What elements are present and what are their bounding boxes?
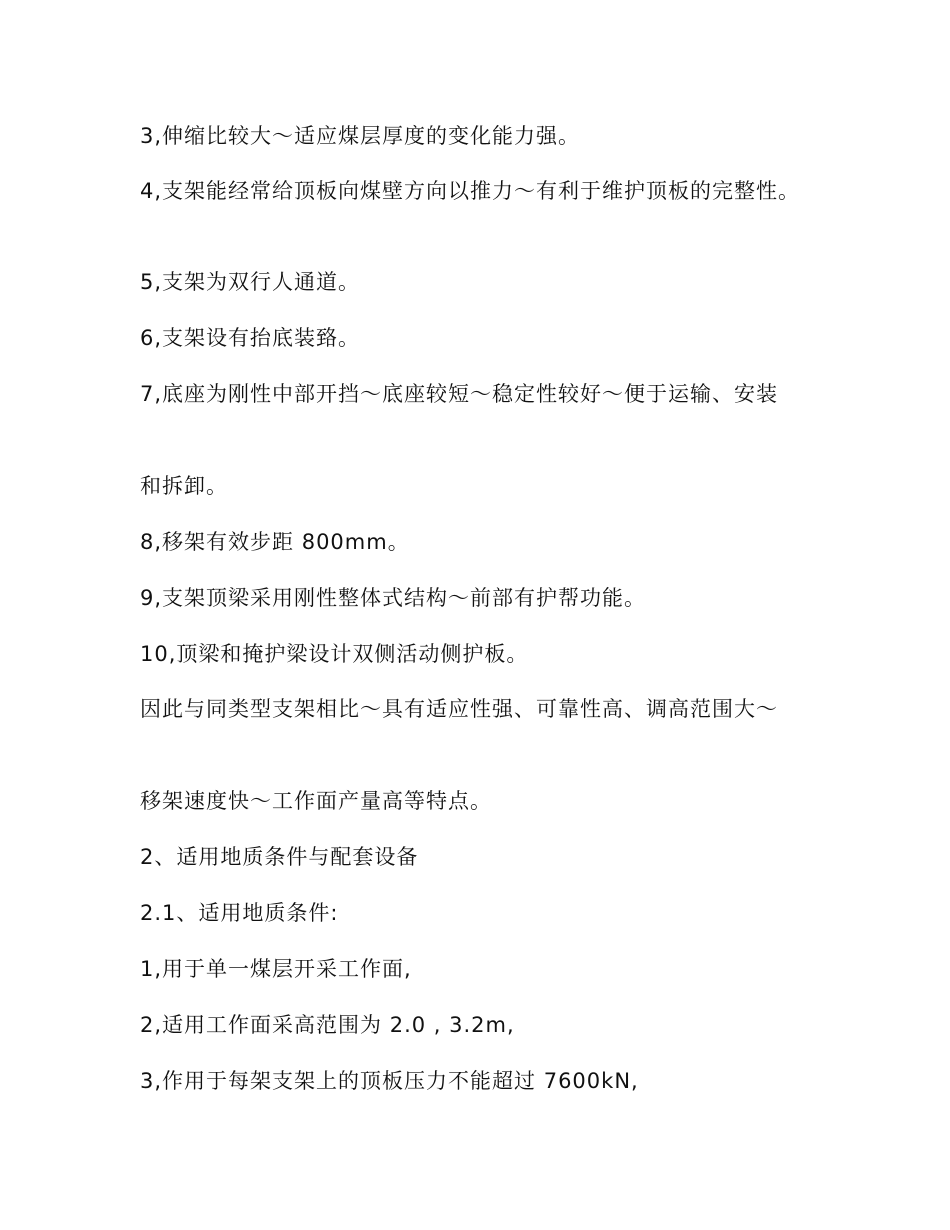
paragraph-8: 8,移架有效步距 800mm。 — [140, 530, 410, 554]
paragraph-7: 7,底座为刚性中部开挡～底座较短～稳定性较好～便于运输、安装 — [140, 382, 779, 406]
paragraph-10: 10,顶梁和掩护梁设计双侧活动侧护板。 — [140, 642, 529, 666]
condition-2: 2,适用工作面采高范围为 2.0 , 3.2m, — [140, 1013, 515, 1037]
paragraph-6: 6,支架设有抬底装臵。 — [140, 326, 361, 350]
condition-3: 3,作用于每架支架上的顶板压力不能超过 7600kN, — [140, 1069, 639, 1093]
subsection-heading-2-1: 2.1、适用地质条件: — [140, 901, 339, 925]
paragraph-7-continued: 和拆卸。 — [140, 474, 228, 498]
paragraph-5: 5,支架为双行人通道。 — [140, 270, 361, 294]
condition-1: 1,用于单一煤层开采工作面, — [140, 957, 412, 981]
section-heading-2: 2、适用地质条件与配套设备 — [140, 845, 419, 869]
paragraph-4: 4,支架能经常给顶板向煤壁方向以推力～有利于维护顶板的完整性。 — [140, 179, 801, 203]
paragraph-9: 9,支架顶梁采用刚性整体式结构～前部有护帮功能。 — [140, 586, 647, 610]
summary-paragraph-continued: 移架速度快～工作面产量高等特点。 — [140, 789, 492, 813]
summary-paragraph: 因此与同类型支架相比～具有适应性强、可靠性高、调高范围大～ — [140, 697, 778, 721]
paragraph-3: 3,伸缩比较大～适应煤层厚度的变化能力强。 — [140, 124, 581, 148]
